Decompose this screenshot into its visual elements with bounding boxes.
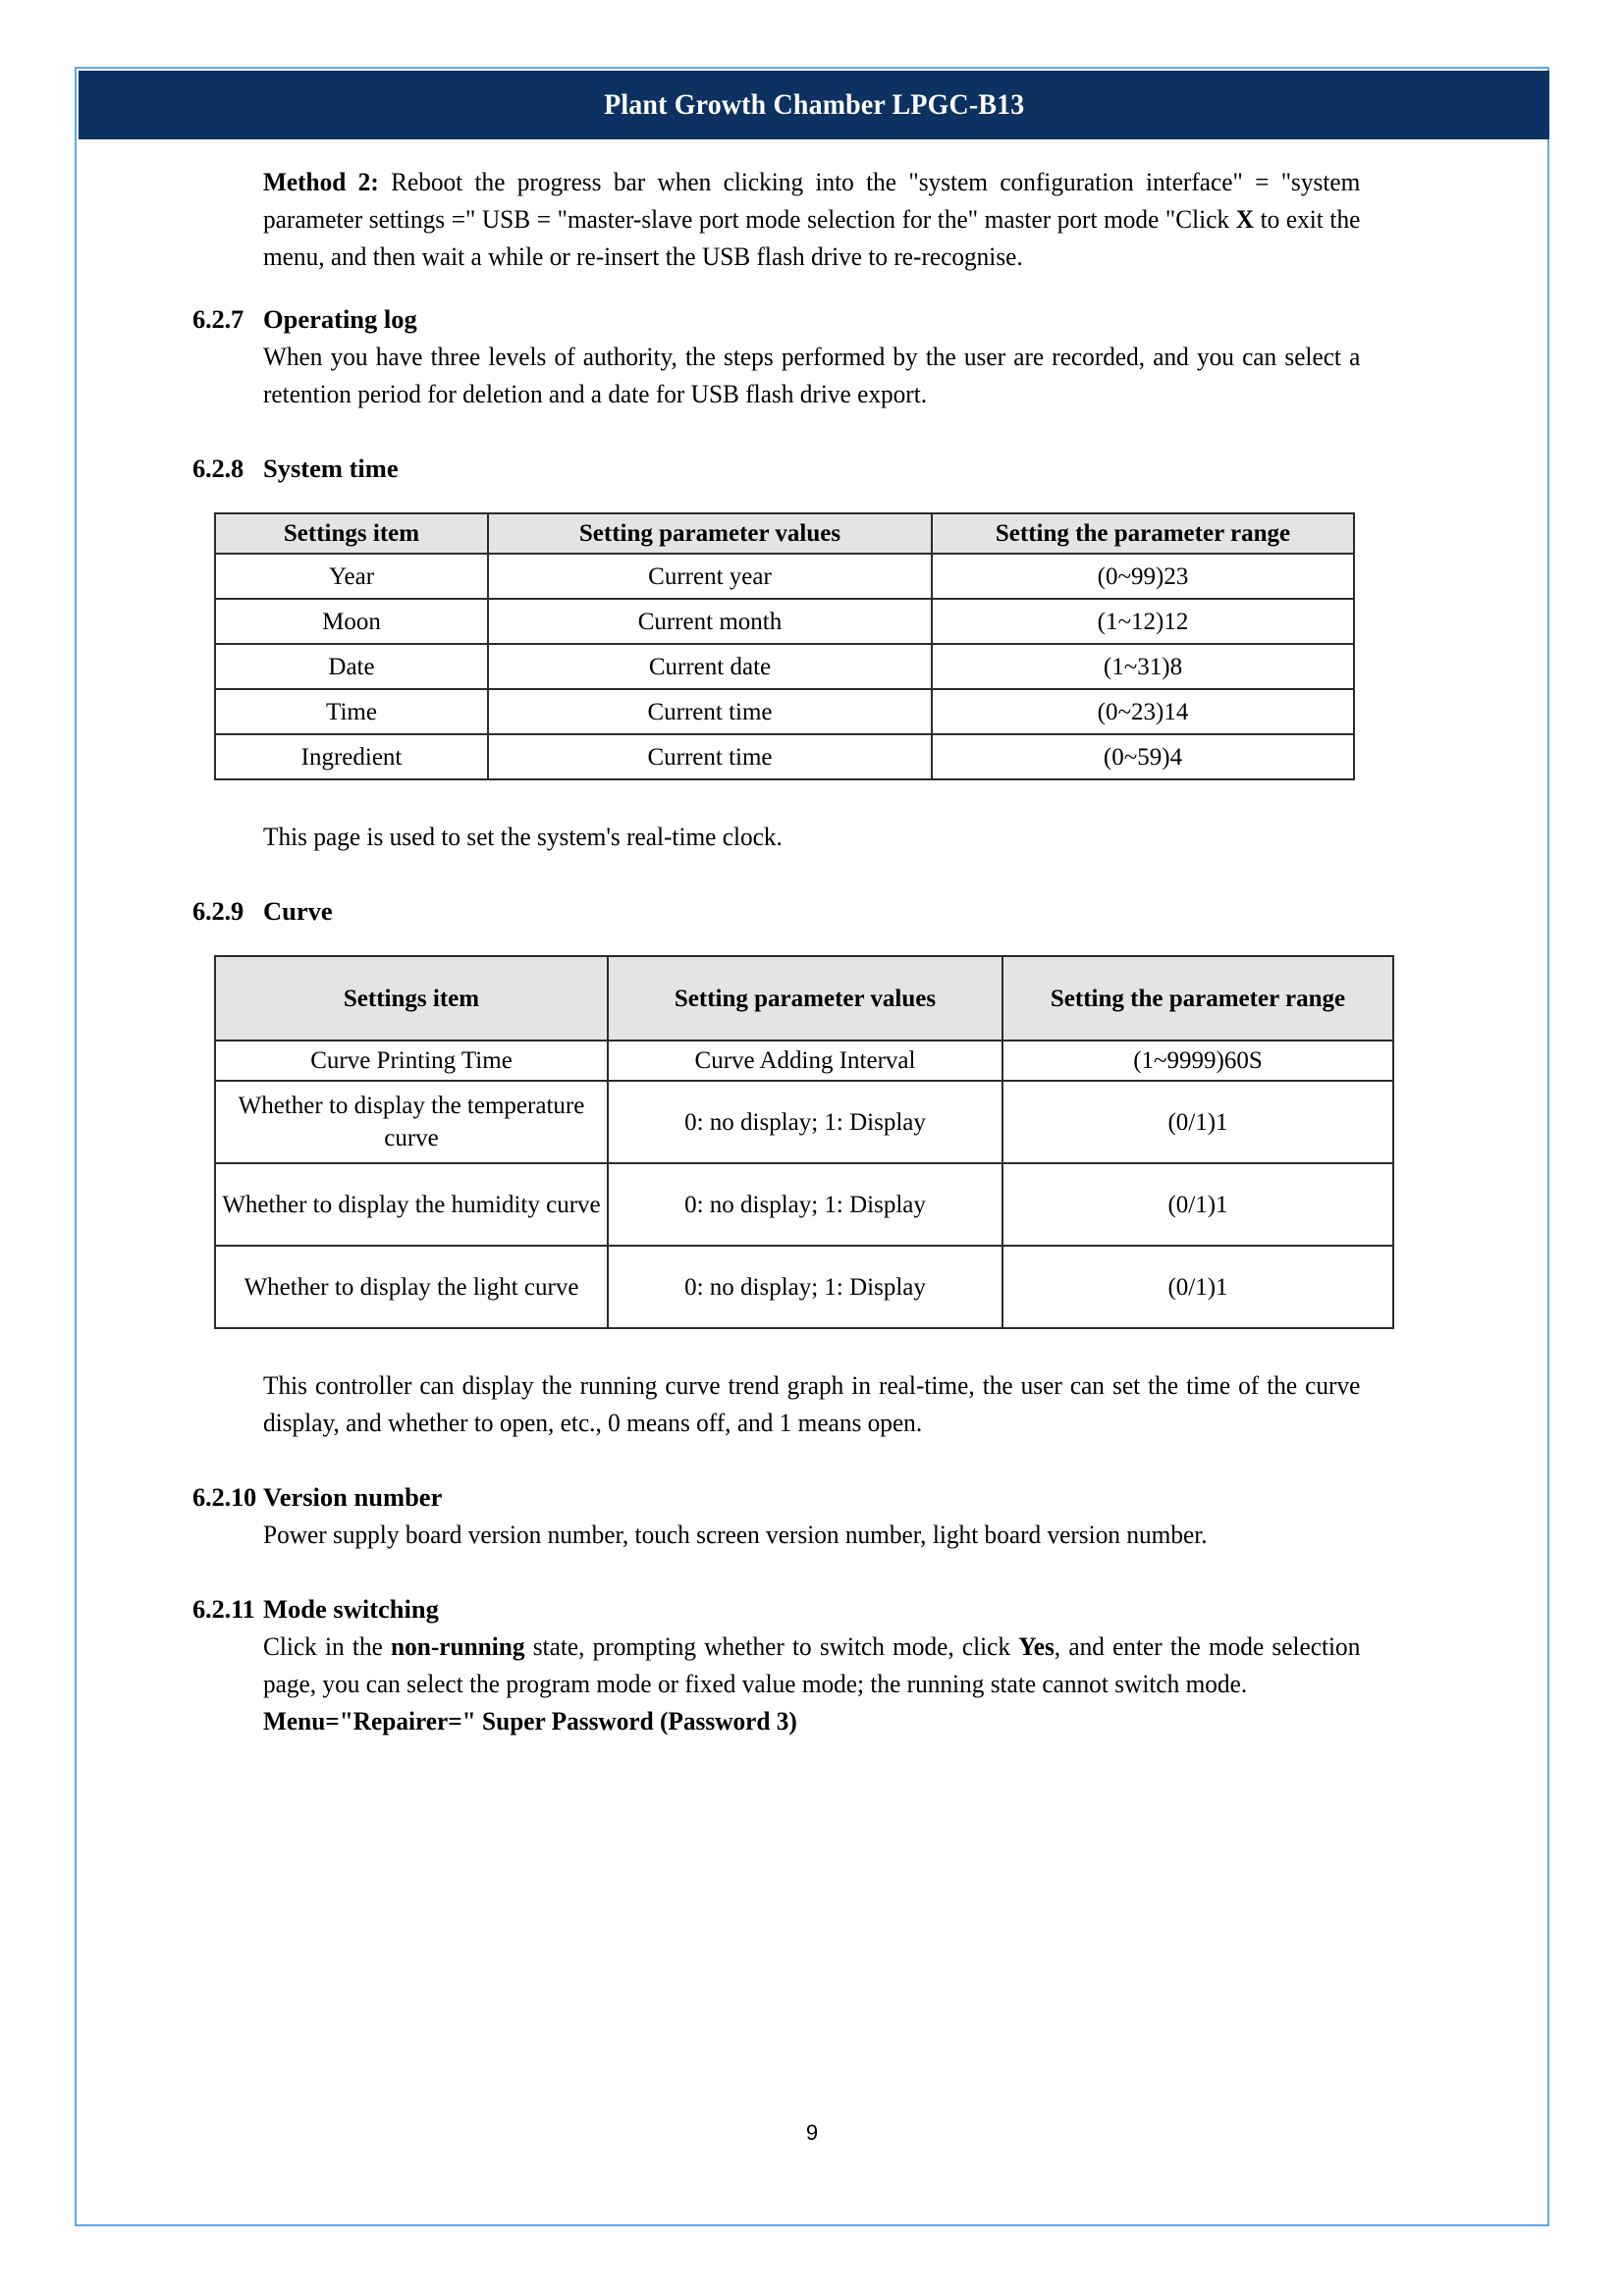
method2-bold-x: X (1235, 204, 1254, 234)
mode-switching-bold-yes: Yes (1018, 1631, 1055, 1661)
table-cell: Moon (215, 599, 488, 644)
mode-switching-menu-line (263, 1702, 1360, 1739)
section-title: System time (263, 454, 399, 483)
table-cell: (0/1)1 (1002, 1246, 1393, 1328)
section-heading-system-time (192, 450, 1439, 487)
table-cell: Date (215, 644, 488, 689)
table-header-cell: Setting the parameter range (1002, 956, 1393, 1041)
mode-switching-text-1: Click in the (263, 1631, 392, 1661)
system-time-table (214, 512, 1355, 780)
section-number: 6.2.9 (192, 896, 244, 926)
mode-switching-bold-non-running: non-running (391, 1631, 525, 1661)
section-number: 6.2.8 (192, 454, 244, 483)
table-cell: Current date (488, 644, 932, 689)
document-page (75, 67, 1549, 2226)
section-heading-curve (192, 892, 1439, 930)
section-number: 6.2.10 (192, 1482, 257, 1512)
table-cell: (1~12)12 (932, 599, 1354, 644)
section-title: Curve (263, 896, 333, 926)
method2-label: Method 2: (263, 167, 379, 196)
system-time-note: This page is used to set the system's real-time clock. (263, 822, 783, 851)
table-cell: Whether to display the light curve (215, 1246, 608, 1328)
operating-log-body: When you have three levels of authority, the steps performed by the user are recorded, and you can select a retention period for deletion and a date for USB flash drive export. (263, 342, 1361, 408)
table-cell: Current time (488, 689, 932, 734)
section-heading-mode-switching (192, 1590, 1439, 1628)
page-header-title: Plant Growth Chamber LPGC-B13 (603, 88, 1025, 121)
section-title: Operating log (263, 304, 417, 334)
table-cell: 0: no display; 1: Display (608, 1246, 1002, 1328)
mode-switching-text-3: , and enter the mode selection page, you can select the program mode or fixed value mode; the running state cannot switch mode. (263, 1631, 1361, 1698)
table-cell: Curve Printing Time (215, 1041, 608, 1081)
table-cell: (1~9999)60S (1002, 1041, 1393, 1081)
page-content (192, 163, 1439, 1739)
table-cell: Ingredient (215, 734, 488, 779)
table-header-cell: Setting parameter values (608, 956, 1002, 1041)
table-header-cell: Setting parameter values (488, 513, 932, 554)
table-cell: Current time (488, 734, 932, 779)
table-row (215, 1041, 1393, 1081)
table-row (215, 1081, 1393, 1163)
table-cell: (0/1)1 (1002, 1163, 1393, 1246)
table-row (215, 644, 1354, 689)
table-cell: Current month (488, 599, 932, 644)
table-cell: (0/1)1 (1002, 1081, 1393, 1163)
table-cell: Year (215, 554, 488, 599)
section-number: 6.2.11 (192, 1594, 255, 1624)
table-cell: (0~23)14 (932, 689, 1354, 734)
table-cell: 0: no display; 1: Display (608, 1163, 1002, 1246)
table-cell: Current year (488, 554, 932, 599)
method2-paragraph (263, 163, 1360, 275)
table-row (215, 554, 1354, 599)
table-row (215, 1163, 1393, 1246)
method2-text-tail: to exit the menu, and then wait a while or re-insert the USB flash drive to re-recognise. (263, 204, 1361, 271)
section-title: Mode switching (263, 1594, 439, 1624)
version-number-body: Power supply board version number, touch screen version number, light board version number. (263, 1520, 1208, 1549)
table-cell: Whether to display the temperature curve (215, 1081, 608, 1163)
table-cell: (0~59)4 (932, 734, 1354, 779)
section-title: Version number (263, 1482, 443, 1512)
mode-switching-body (263, 1628, 1360, 1702)
table-row (215, 734, 1354, 779)
table-row (215, 599, 1354, 644)
page-number: 9 (805, 2120, 819, 2145)
table-header-row (215, 956, 1393, 1041)
section-heading-operating-log (192, 300, 1439, 338)
table-cell: (0~99)23 (932, 554, 1354, 599)
page-header-banner (79, 71, 1549, 139)
table-header-cell: Setting the parameter range (932, 513, 1354, 554)
table-cell: Time (215, 689, 488, 734)
table-cell: (1~31)8 (932, 644, 1354, 689)
menu-path-text: Menu="Repairer=" Super Password (Password 3) (263, 1706, 797, 1735)
table-header-cell: Settings item (215, 513, 488, 554)
section-heading-version-number (192, 1478, 1439, 1516)
section-number: 6.2.7 (192, 304, 244, 334)
table-row (215, 1246, 1393, 1328)
table-header-row (215, 513, 1354, 554)
table-cell: 0: no display; 1: Display (608, 1081, 1002, 1163)
curve-note: This controller can display the running curve trend graph in real-time, the user can set the time of the curve display, and whether to open, etc., 0 means off, and 1 means open. (263, 1370, 1361, 1437)
curve-table (214, 955, 1394, 1329)
table-row (215, 689, 1354, 734)
table-header-cell: Settings item (215, 956, 608, 1041)
table-cell: Curve Adding Interval (608, 1041, 1002, 1081)
table-cell: Whether to display the humidity curve (215, 1163, 608, 1246)
mode-switching-text-2: state, prompting whether to switch mode, click (524, 1631, 1019, 1661)
method2-text: Reboot the progress bar when clicking into the "system configuration interface" = "system parameter settings =" USB = "master-slave port mode selection for the" master port mode "Click (263, 167, 1361, 234)
